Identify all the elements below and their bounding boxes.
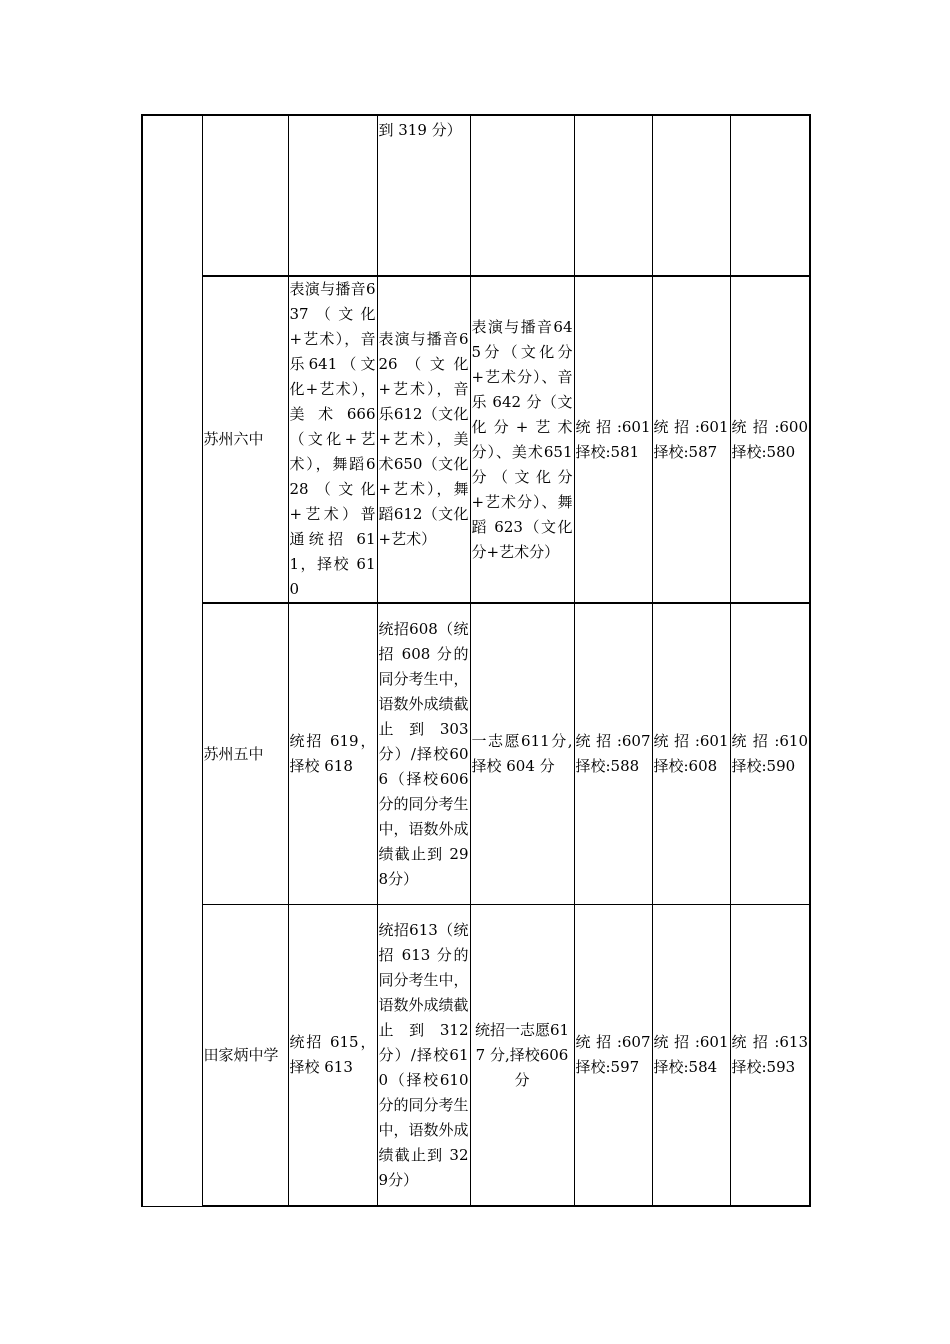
score-cell: 统招:601 择校:587 xyxy=(652,276,730,603)
score-cell: 统招 615，择校 613 xyxy=(288,905,377,1207)
school-cell: 苏州五中 xyxy=(202,603,288,905)
score-cell: 统招:601 择校:581 xyxy=(574,276,652,603)
region-cell xyxy=(142,115,202,1206)
score-cell: 统招:607 择校:597 xyxy=(574,905,652,1207)
score-cell: 统招一志愿617 分,择校606 分 xyxy=(470,905,574,1207)
score-cell xyxy=(288,115,377,276)
score-cell xyxy=(730,115,810,276)
school-cell: 苏州六中 xyxy=(202,276,288,603)
table-row xyxy=(142,115,810,276)
score-cell: 统招:600 择校:580 xyxy=(730,276,810,603)
score-cell: 统招613（统招 613 分的同分考生中，语数外成绩截止到312分）/择校610（择校610 分的同分考生中，语数外成绩截止到 329分） xyxy=(377,905,470,1207)
school-cell: 田家炳中学 xyxy=(202,905,288,1207)
admission-score-table xyxy=(141,114,811,1207)
score-cell xyxy=(652,115,730,276)
score-cell: 统招:610 择校:590 xyxy=(730,603,810,905)
school-cell xyxy=(202,115,288,276)
table-row xyxy=(142,603,810,905)
score-cell: 表演与播音626（文化+艺术），音乐612（文化+艺术），美术650（文化+艺术），舞蹈612（文化+艺术） xyxy=(377,276,470,603)
score-cell: 表演与播音645分（文化分+艺术分）、音乐 642 分（文化分+艺术分）、美术651分（文化分+艺术分）、舞蹈 623（文化分+艺术分） xyxy=(470,276,574,603)
score-cell: 一志愿611分,择校 604 分 xyxy=(470,603,574,905)
table-row xyxy=(142,276,810,603)
score-cell: 统招:601 择校:584 xyxy=(652,905,730,1207)
score-cell: 到 319 分） xyxy=(377,115,470,276)
score-cell: 统招:613 择校:593 xyxy=(730,905,810,1207)
score-cell: 统招608（统招 608 分的同分考生中，语数外成绩截止到303分）/择校606（择校606 分的同分考生中，语数外成绩截止到 298分） xyxy=(377,603,470,905)
score-cell: 表演与播音637（文化+艺术），音乐641（文化+艺术），美术666（文化+艺术），舞蹈628（文化+艺术）普通统招 611，择校 610 xyxy=(288,276,377,603)
table-row xyxy=(142,905,810,1207)
score-cell: 统招:601 择校:608 xyxy=(652,603,730,905)
score-cell xyxy=(470,115,574,276)
score-cell: 统招 619，择校 618 xyxy=(288,603,377,905)
score-cell: 统招:607 择校:588 xyxy=(574,603,652,905)
score-cell xyxy=(574,115,652,276)
